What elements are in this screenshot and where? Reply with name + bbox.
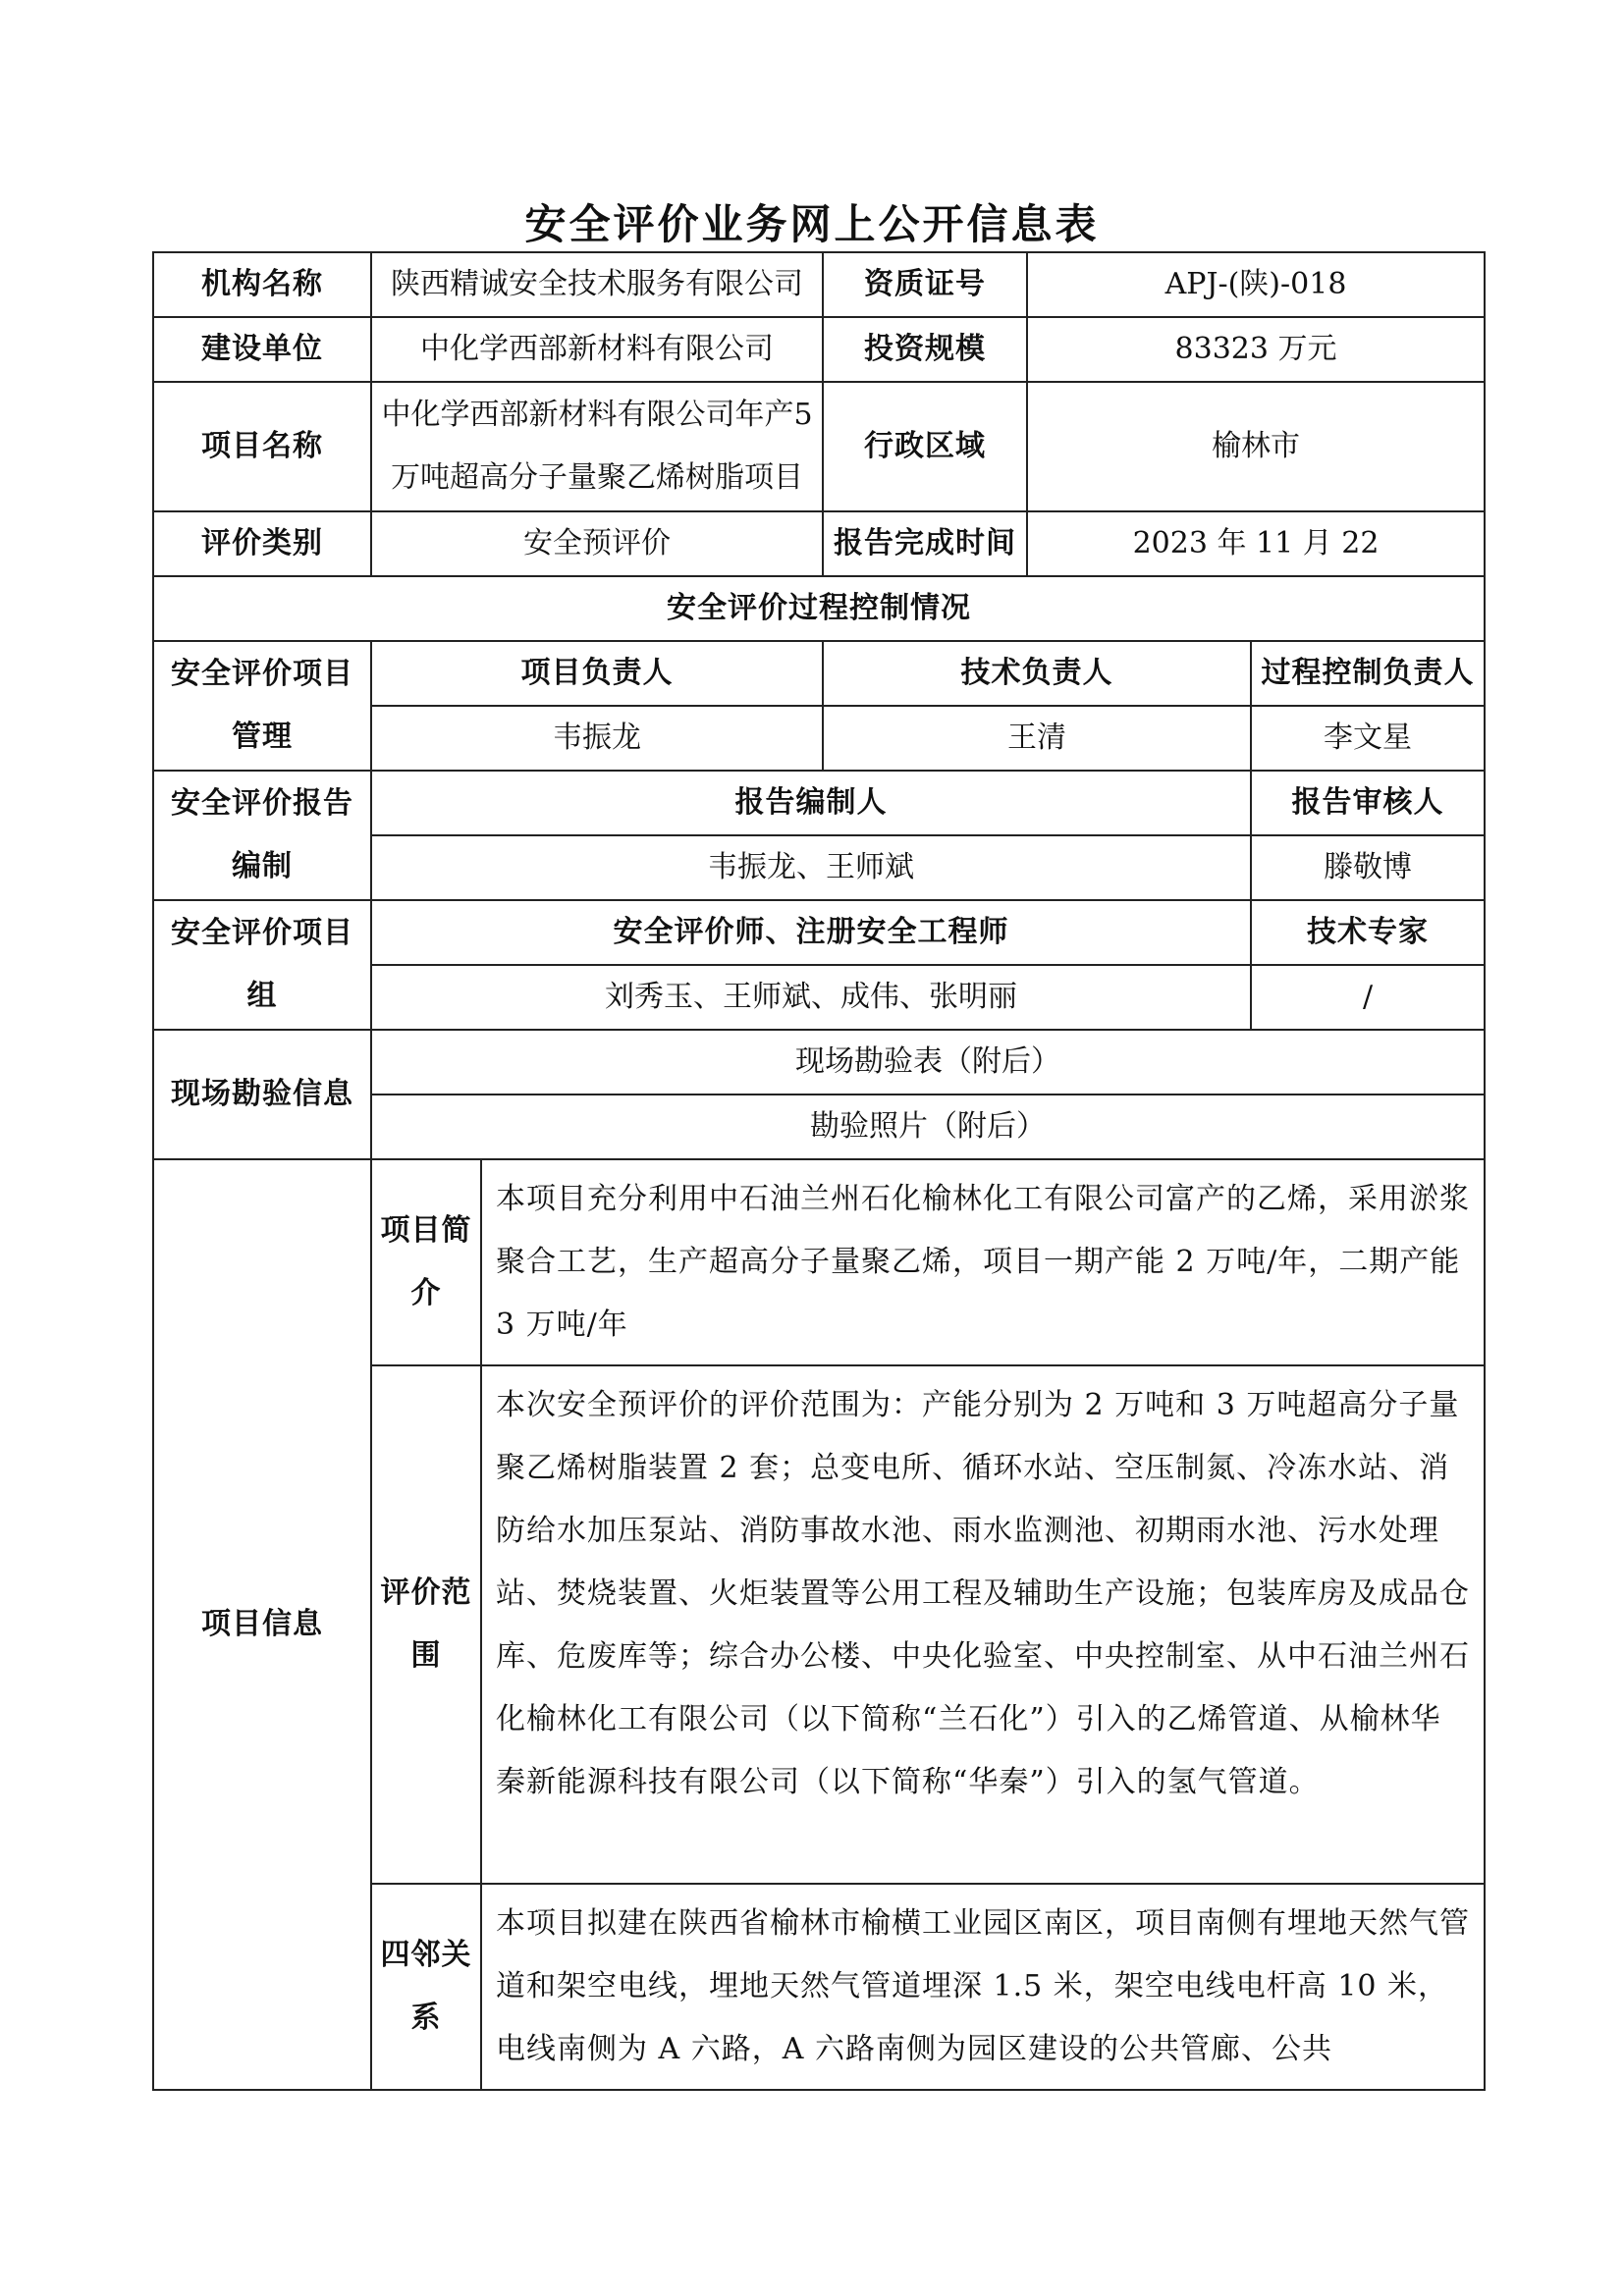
project-row — [153, 382, 1485, 511]
info-label: 项目信息 — [153, 1159, 371, 2090]
mgmt-header-tech-lead: 技术负责人 — [823, 641, 1251, 706]
cert-label: 资质证号 — [823, 252, 1027, 317]
survey-label: 现场勘验信息 — [153, 1030, 371, 1159]
survey-item: 勘验照片（附后） — [371, 1095, 1485, 1159]
report-value-reviewer: 滕敬博 — [1251, 835, 1485, 900]
report-header-author: 报告编制人 — [371, 771, 1251, 835]
project-value: 中化学西部新材料有限公司年产5万吨超高分子量聚乙烯树脂项目 — [371, 382, 823, 511]
team-header-experts: 技术专家 — [1251, 900, 1485, 965]
invest-value: 83323 万元 — [1027, 317, 1485, 382]
org-value: 陕西精诚安全技术服务有限公司 — [371, 252, 823, 317]
report-label: 安全评价报告编制 — [153, 771, 371, 900]
date-label: 报告完成时间 — [823, 511, 1027, 576]
report-value-author: 韦振龙、王师斌 — [371, 835, 1251, 900]
mgmt-label: 安全评价项目管理 — [153, 641, 371, 771]
mgmt-header-project-lead: 项目负责人 — [371, 641, 823, 706]
cert-value: APJ-(陕)-018 — [1027, 252, 1485, 317]
neighbor-text: 本项目拟建在陕西省榆林市榆横工业园区南区，项目南侧有埋地天然气管道和架空电线，埋地天然气管道埋深 1.5 米，架空电线电杆高 10 米，电线南侧为 A 六路，A 六路南侧为园区建设的公共管廊、公共 — [481, 1884, 1485, 2090]
team-header-engineers: 安全评价师、注册安全工程师 — [371, 900, 1251, 965]
mgmt-value-project-lead: 韦振龙 — [371, 706, 823, 771]
mgmt-value-process-lead: 李文星 — [1251, 706, 1485, 771]
unit-row — [153, 317, 1485, 382]
org-row — [153, 252, 1485, 317]
intro-label: 项目简介 — [371, 1159, 481, 1365]
unit-value: 中化学西部新材料有限公司 — [371, 317, 823, 382]
page-title: 安全评价业务网上公开信息表 — [524, 200, 1100, 248]
mgmt-value-tech-lead: 王清 — [823, 706, 1251, 771]
team-label: 安全评价项目组 — [153, 900, 371, 1030]
unit-label: 建设单位 — [153, 317, 371, 382]
process-heading: 安全评价过程控制情况 — [153, 576, 1485, 641]
intro-text: 本项目充分利用中石油兰州石化榆林化工有限公司富产的乙烯，采用淤浆聚合工艺，生产超高分子量聚乙烯，项目一期产能 2 万吨/年，二期产能 3 万吨/年 — [481, 1159, 1485, 1365]
region-label: 行政区域 — [823, 382, 1027, 511]
mgmt-header-row — [153, 641, 1485, 706]
team-value-engineers: 刘秀玉、王师斌、成伟、张明丽 — [371, 965, 1251, 1030]
survey-item: 现场勘验表（附后） — [371, 1030, 1485, 1095]
region-value: 榆林市 — [1027, 382, 1485, 511]
category-label: 评价类别 — [153, 511, 371, 576]
invest-label: 投资规模 — [823, 317, 1027, 382]
org-label: 机构名称 — [153, 252, 371, 317]
project-label: 项目名称 — [153, 382, 371, 511]
report-header-row — [153, 771, 1485, 835]
team-header-row — [153, 900, 1485, 965]
intro-row — [153, 1159, 1485, 1365]
category-row — [153, 511, 1485, 576]
report-header-reviewer: 报告审核人 — [1251, 771, 1485, 835]
team-value-experts: / — [1251, 965, 1485, 1030]
info-table — [152, 251, 1486, 2091]
mgmt-header-process-lead: 过程控制负责人 — [1251, 641, 1485, 706]
process-heading-row — [153, 576, 1485, 641]
scope-text: 本次安全预评价的评价范围为：产能分别为 2 万吨和 3 万吨超高分子量聚乙烯树脂装置 2 套；总变电所、循环水站、空压制氮、冷冻水站、消防给水加压泵站、消防事故水池、雨水监测池、初期雨水池、污水处理站、焚烧装置、火炬装置等公用工程及辅助生产设施；包装库房及成品仓库、危废库等；综合办公楼、中央化验室、中央控制室、从中石油兰州石化榆林化工有限公司（以下简称“兰石化”）引入的乙烯管道、从榆林华秦新能源科技有限公司（以下简称“华秦”）引入的氢气管道。 — [481, 1365, 1485, 1884]
survey-row-1 — [153, 1030, 1485, 1095]
date-value: 2023 年 11 月 22 — [1027, 511, 1485, 576]
scope-label: 评价范围 — [371, 1365, 481, 1884]
neighbor-label: 四邻关系 — [371, 1884, 481, 2090]
category-value: 安全预评价 — [371, 511, 823, 576]
